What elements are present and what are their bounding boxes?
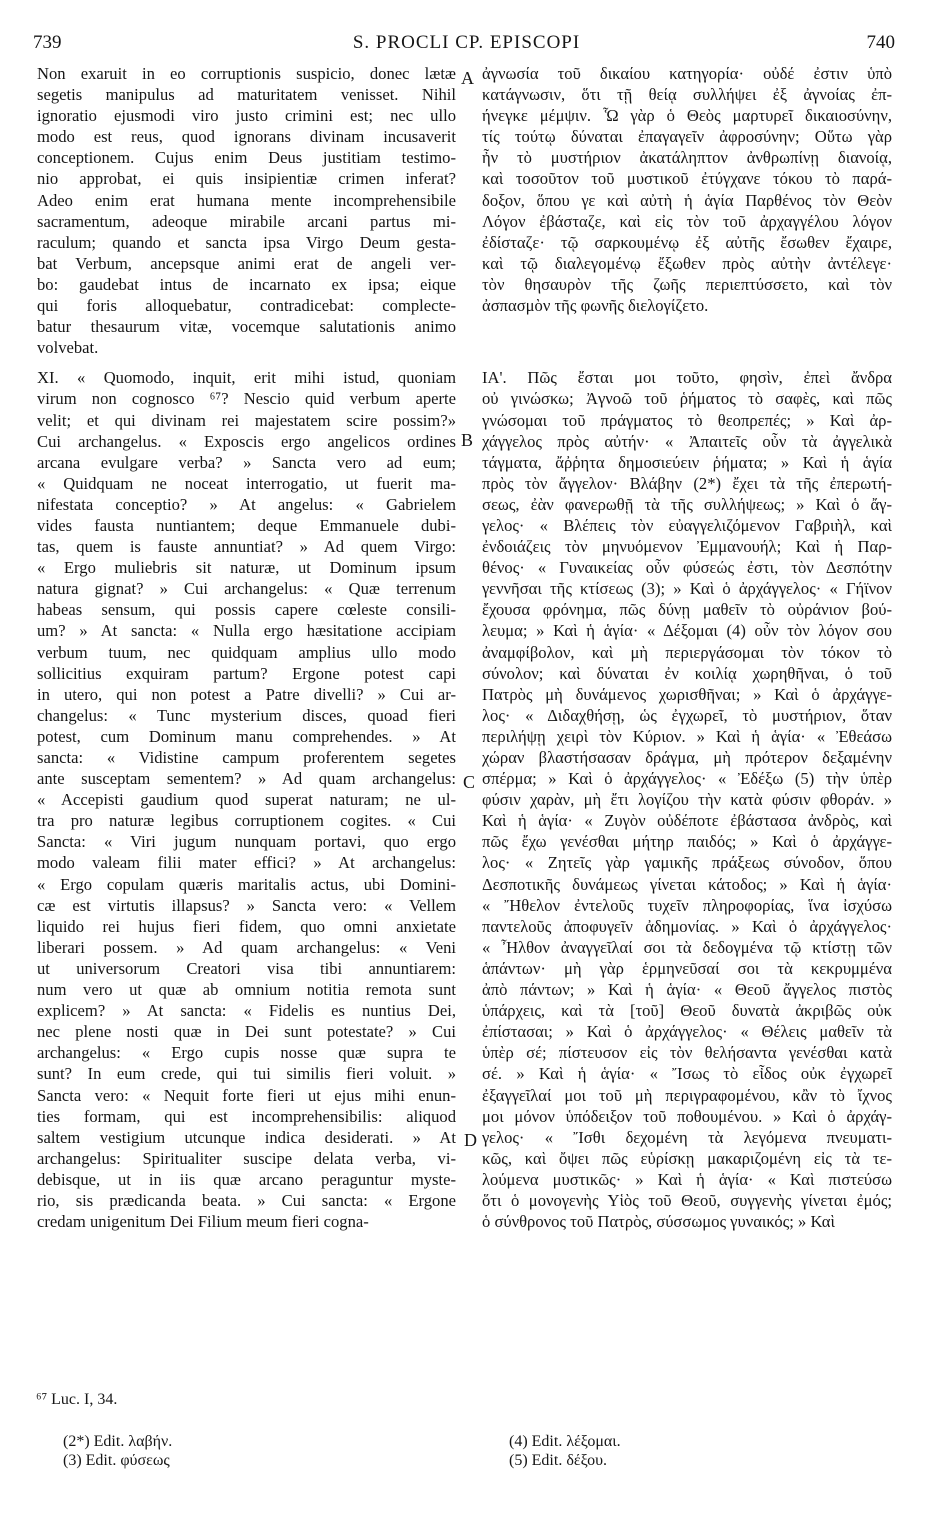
text-line: Sancta vero: « Nequit forte fieri ut ejus mihi enun- (37, 1085, 456, 1105)
text-line: σπέρμα; » Καὶ ὁ ἀρχάγγελος· « Ἐδέξω (5) τὴν ὑπὲρ (482, 769, 892, 789)
text-line: λος· « Διδαχθήσῃ, ὡς ἐγχωρεῖ, τὸ μυστήριον, ὅταν (482, 705, 892, 725)
text-line: tra pro naturæ legibus corruptionem cogites. « Cui (37, 811, 456, 831)
text-line: Καὶ ἡ ἁγία· « Ζυγὸν οὐδέποτε ἐβάστασα ἀνδρὸς, καὶ (482, 811, 892, 831)
text-line: ἁπάντων· μὴ γὰρ ἑρμηνεῦσαί σοι τὰ κεκρυμμένα (482, 958, 892, 978)
text-line: ἀπὸ πάντων; » Καὶ ἡ ἁγία· « Θεοῦ ἄγγελος πιστὸς (482, 980, 892, 1000)
text-line: γεννῆσαι τῆς κτίσεως (3); » Καὶ ὁ ἀρχάγγελος· « Γήϊνον (482, 579, 892, 599)
text-line: τάγματα, ἄῤῥητα δημοσιεύειν ῥήματα; » Καὶ ἡ ἁγία (482, 452, 892, 472)
text-line: sancta: « Vidistine campum proferentem segetes (37, 748, 456, 767)
text-line: verbum tuum, nec quidquam amplius ullo modo (37, 642, 456, 662)
text-line: nifestata conceptio? » At angelus: « Gabrielem (37, 494, 456, 514)
text-line: ἐνδοιάζεις τὸν μηνυόμενον Ἐμμανουήλ; Καὶ ἡ Παρ- (482, 537, 892, 557)
text-line: ties formam, qui est incomprehensibilis: aliquod (37, 1106, 456, 1126)
text-line: cæ est virtutis illapsus? » Sancta vero: « Vellem (37, 895, 456, 915)
text-line: « Quidquam ne noceat interrogatio, ut fuerit ma- (37, 473, 456, 493)
text-line: volvebat. (37, 338, 99, 358)
text-line: ὑπὲρ σέ; πίστευσον εἰς τὸν θελήσαντα γενέσθαι κατὰ (482, 1043, 892, 1063)
text-line: χάγγελος πρὸς αὐτήν· « Ἀπαιτεῖς οὖν τὰ ἀγγελικὰ (482, 431, 892, 451)
text-line: Sancta: « Viri jugum nunquam portavi, quo ergo (37, 832, 456, 852)
text-line: χώραν βλαστήσασαν δράγμα, μὴ πρότερον δεξαμένην (482, 748, 892, 767)
text-line: γελος· « Βλέπεις τὸν εὐαγγελιζόμενον Γαβριὴλ, καὶ (482, 515, 892, 535)
text-line: bo: gaudebat intus de incarnato ex ipsa; eique (37, 274, 456, 294)
text-line: virum non cognosco ⁶⁷? Nescio quid verbum aperte (37, 389, 456, 409)
text-line: sollicitius exquiram partum? Ergone potest capi (37, 663, 456, 683)
text-line: πρὸς τὸν ἄγγελον· Βλάβην (2*) ἔχει τὰ τῆς ἐπερωτή- (482, 473, 892, 493)
text-line: explicem? » At sancta: « Fidelis es nuntius Dei, (37, 1001, 456, 1021)
text-line: ἀναμφίβολον, καὶ μὴ περιεργάσομαι τὸν τόκον τὸ (482, 642, 892, 662)
footnotes-left (63, 1432, 172, 1470)
text-line: ante susceptam sementem? » Ad quam archangelus: (37, 769, 456, 789)
footnote-scripture: ⁶⁷ Luc. I, 34. (36, 1391, 118, 1408)
text-line: ignoratio ejusmodi viro justo crimini est; nec ullo (37, 106, 456, 126)
text-line: XI. « Quomodo, inquit, erit mihi istud, quoniam (37, 368, 456, 388)
text-line: οὐ γινώσκω; Ἀγνοῶ τοῦ ῥήματος τὸ σαφὲς, καὶ πῶς (482, 389, 892, 409)
text-line: in utero, qui non potest a Patre divelli? » Cui ar- (37, 684, 456, 704)
text-line: vides fausta nuntiantem; deque Emmanuele dubi- (37, 515, 456, 535)
text-line: num vero ut quæ ab omnium notitia remota sunt (37, 980, 456, 1000)
latin-column (37, 63, 456, 1232)
text-line: ἀσπασμὸν τῆς φωνῆς διελογίζετο. (482, 296, 709, 316)
text-line: conceptionem. Cujus enim Deus justitiam testimo- (37, 148, 456, 168)
right-page-number: 740 (866, 32, 895, 53)
footnote: (4) Edit. λέξομαι. (509, 1433, 621, 1450)
footnotes-right (509, 1432, 621, 1470)
text-line: ὁ σύνθρονος τοῦ Πατρὸς, σύσσωμος γυναικός; » Καὶ (482, 1212, 835, 1232)
text-line: σύνολον; καὶ δύναται ἐν κοιλίᾳ χωρηθῆναι, ὁ τοῦ (482, 663, 892, 683)
text-line: παντελοῦς ἀποφυγεῖν ἀδημονίας. » Καὶ ὁ ἀρχάγγελος· (482, 916, 892, 936)
paragraph-gap (482, 358, 892, 367)
text-line: ἐδίσταζε· τῷ σαρκουμένῳ ἐξ αὐτῆς ἔσωθεν ἔχαιρε, (482, 232, 892, 252)
text-line: « Ἦλθον ἀναγγεῖλαί σοι τὰ δεδογμένα τῷ κτίστῃ τῶν (482, 937, 892, 957)
text-line: ἀγνωσία τοῦ δικαίου κατηγορία· οὐδέ ἐστιν ὑπὸ (482, 64, 892, 83)
text-line: « Ἤθελον ἐντελοῦς τυχεῖν πληροφορίας, ἵνα ἰσχύσω (482, 895, 892, 915)
text-line: archangelus: Spiritualiter suscipe delata verba, vi- (37, 1148, 456, 1168)
text-line: natura gignat? » Cui archangelus: « Quæ terrenum (37, 579, 456, 599)
text-line: nio approbat, ei quis insipientiæ crimen inferat? (37, 169, 456, 189)
text-line: γνώσομαι τοῦ πράγματος τὸ θεοπρεπές; » Καὶ ἀρ- (482, 410, 892, 430)
text-line: ἔχουσα φρόνημα, πῶς δύνῃ μαθεῖν τὸ οὐράνιον βού- (482, 600, 892, 620)
text-line: potest, cum Dominum manu comprehendes. » At (37, 726, 456, 746)
text-line: ἐξαγγεῖλαί μοι τοῦ μὴ περιγραφομένου, κἂν τὸ ἴχνος (482, 1085, 892, 1105)
text-line: arcana evulgare verba? » Sancta vero ad eum; (37, 452, 456, 472)
text-line: φύσιν χαρὰν, μὴ ἔτι λογίζου τὴν κατὰ φύσιν φθοράν. » (482, 790, 892, 810)
text-line: μοι μόνον ὑπόδειξον τοῦ ποθουμένου. » Καὶ ὁ ἀρχάγ- (482, 1106, 892, 1126)
text-line: Non exaruit in eo corruptionis suspicio, donec lætæ (37, 64, 456, 83)
text-line: debisque, ut in iis quæ arcano peraguntur myste- (37, 1169, 456, 1189)
text-line: δοξον, ὅπου γε καὶ αὐτὴ ἡ ἁγία Παρθένος τὸν Θεὸν (482, 190, 892, 210)
text-line: σεως, ἐὰν φανερωθῇ τὰ τῆς συλλήψεως; » Καὶ ὁ ἄγ- (482, 494, 892, 514)
text-line: ut universorum Creatori visa tibi annuntiarem: (37, 958, 456, 978)
text-line: nec plene nosti quæ in Dei sunt potestate? » Cui (37, 1022, 456, 1042)
greek-column (482, 63, 892, 1232)
text-line: sunt? In eum crede, qui tui similis fieri voluit. » (37, 1064, 456, 1084)
text-line: segetis manipulus ad maturitatem venisset. Nihil (37, 85, 456, 105)
text-line: um? » At sancta: « Nulla ergo hæsitatione accipiam (37, 621, 456, 641)
text-line: καὶ τῷ διαλεγομένῳ ἔξωθεν πρὸς αὐτὴν ἀντέλεγε· (482, 253, 892, 273)
text-line: « Ergo muliebris sit naturæ, ut Dominum ipsum (37, 558, 456, 578)
text-line: κατάγνωσιν, ὅτι τῇ θείᾳ συλλήψει ἐξ ἀγνοίας ἐπ- (482, 85, 892, 105)
text-line: Cui archangelus. « Exposcis ergo angelicos ordines (37, 431, 456, 451)
text-line: ἦν τὸ μυστήριον ἀκατάληπτον ἀνθρωπίνῃ διανοίᾳ, (482, 148, 892, 168)
text-line: ἐπίστασαι; » Καὶ ὁ ἀρχάγγελος· « Θέλεις μαθεῖν τὰ (482, 1022, 892, 1042)
footnote: (2*) Edit. λαβήν. (63, 1433, 173, 1450)
text-line: credam unigenitum Dei Filium meum fieri cogna- (37, 1212, 369, 1232)
text-line (482, 316, 892, 337)
section-marker-d: D (464, 1130, 477, 1150)
text-line: « Ergo copulam quæris maritalis actus, ubi Domini- (37, 874, 456, 894)
section-marker-c: C (463, 772, 476, 792)
text-line: qui foris alloquebatur, contradicebat: complecte- (37, 296, 456, 316)
text-line: ὅτι ὁ μονογενὴς Υἱὸς τοῦ Θεοῦ, συγγενὴς γίνεται ἐμός; (482, 1190, 892, 1210)
text-line: λευμα; » Καὶ ἡ ἁγία· « Δέξομαι (4) οὖν τὸν λόγον σου (482, 621, 892, 641)
text-line: batur thesaurum vitæ, vocemque salutationis animo (37, 317, 456, 337)
text-line: ὑπάρχεις, καὶ τὰ [τοῦ] Θεοῦ δυνατὰ ἀκριβῶς οὐκ (482, 1001, 892, 1021)
text-line: Δεσποτικῆς δυνάμεως γίνεται κάτοδος; » Καὶ ἡ ἁγία· (482, 874, 892, 894)
text-line: Adeo enim erat humana mente incomprehensibile (37, 190, 456, 210)
text-line: τίς τούτῳ δύναται ἐπαγαγεῖν ἀφροσύνην; Οὕτω γὰρ (482, 127, 892, 147)
text-line: τὸν θησαυρὸν τῆς ζωῆς περιεπτύσσετο, καὶ τὸν (482, 274, 892, 294)
text-line: velit; et qui divinam rei majestatem scire possim?» (37, 410, 456, 430)
text-line: καὶ τοσοῦτον τοῦ μυστικοῦ ἐτύγχανε τόκου τὸ παρά- (482, 169, 892, 189)
section-marker-b: B (461, 430, 474, 450)
text-line: changelus: « Tunc mysterium disces, quoad fieri (37, 705, 456, 725)
text-line: modo valeam filii mater effici? » At archangelus: (37, 853, 456, 873)
text-line: « Accepisti gaudium quod superat naturam; ne ul- (37, 790, 456, 810)
text-line (482, 337, 892, 358)
text-line: archangelus: « Ergo cupis nosse quæ supra te (37, 1043, 456, 1063)
text-line: περιλήψῃ χειρὶ τὸν Κύριον. » Καὶ ἡ ἁγία· « Ἐθεάσω (482, 726, 892, 746)
text-line: liberari possem. » Ad quam archangelus: « Veni (37, 937, 456, 957)
text-line: tas, quem is fauste annuntiat? » Ad quem Virgo: (37, 537, 456, 557)
text-line: modo est reus, quod ignorans divinam incusaverit (37, 127, 456, 147)
text-line: κῶς, καὶ ὄψει πῶς εὑρίσκῃ μακαριζομένη εἰς τὰ τε- (482, 1148, 892, 1168)
text-line: Πατρὸς μὴ δυνάμενος χωρισθῆναι; » Καὶ ὁ ἀρχάγγε- (482, 684, 892, 704)
text-line: λος· « Ζητεῖς γὰρ γαμικῆς πράξεως σύνοδον, ὅπου (482, 853, 892, 873)
text-line: sacramentum, adeoque mirabile arcani partus mi- (37, 211, 456, 231)
left-page-number: 739 (33, 32, 62, 53)
running-title: S. PROCLI CP. EPISCOPI (352, 32, 581, 53)
text-line: ήνεγκε μέμψιν. Ὧ γὰρ ὁ Θεὸς μαρτυρεῖ δικαιοσύνην, (482, 106, 892, 126)
text-line: γελος· « Ἴσθι δεχομένη τὰ λεγόμενα πνευματι- (482, 1127, 892, 1147)
text-line: raculum; quando et sancta ipsa Virgo Deum gesta- (37, 232, 456, 252)
text-line: πῶς ἔχω γενέσθαι μήτηρ παιδός; » Καὶ ὁ ἀρχάγγε- (482, 832, 892, 852)
footnote: (3) Edit. φύσεως (63, 1452, 170, 1469)
text-line: liquido rei hujus fieri fidem, quo omni anxietate (37, 916, 456, 936)
footnote: (5) Edit. δέξου. (509, 1452, 608, 1469)
text-line: λούμενα μυστικῶς· » Καὶ ἡ ἁγία· « Καὶ πιστεύσω (482, 1169, 892, 1189)
text-line: ΙΑ'. Πῶς ἔσται μοι τοῦτο, φησὶν, ἐπεὶ ἄνδρα (482, 368, 892, 388)
text-line: bat Verbum, ancepsque animi erat de angeli ver- (37, 253, 456, 273)
text-line: habeas sensum, qui possis capere cœleste consili- (37, 600, 456, 620)
text-line: Λόγον ἐβάσταζε, καὶ εἰς τὸν τοῦ ἀρχαγγέλου λόγον (482, 211, 892, 231)
text-line: σέ. » Καὶ ἡ ἁγία· « Ἴσως τὸ εἶδος οὐκ ἐγχωρεῖ (482, 1064, 892, 1084)
paragraph-gap (37, 358, 456, 367)
text-line: rio, sis prædicanda beata. » Cui sancta: « Ergone (37, 1190, 456, 1210)
text-line: θένος· « Γυναικείας οὖν φύσεώς ἐστι, τὸν Δεσπότην (482, 558, 892, 578)
section-marker-a: A (461, 68, 474, 88)
text-line: saltem vestigium utcunque indica desiderati. » At (37, 1127, 456, 1147)
